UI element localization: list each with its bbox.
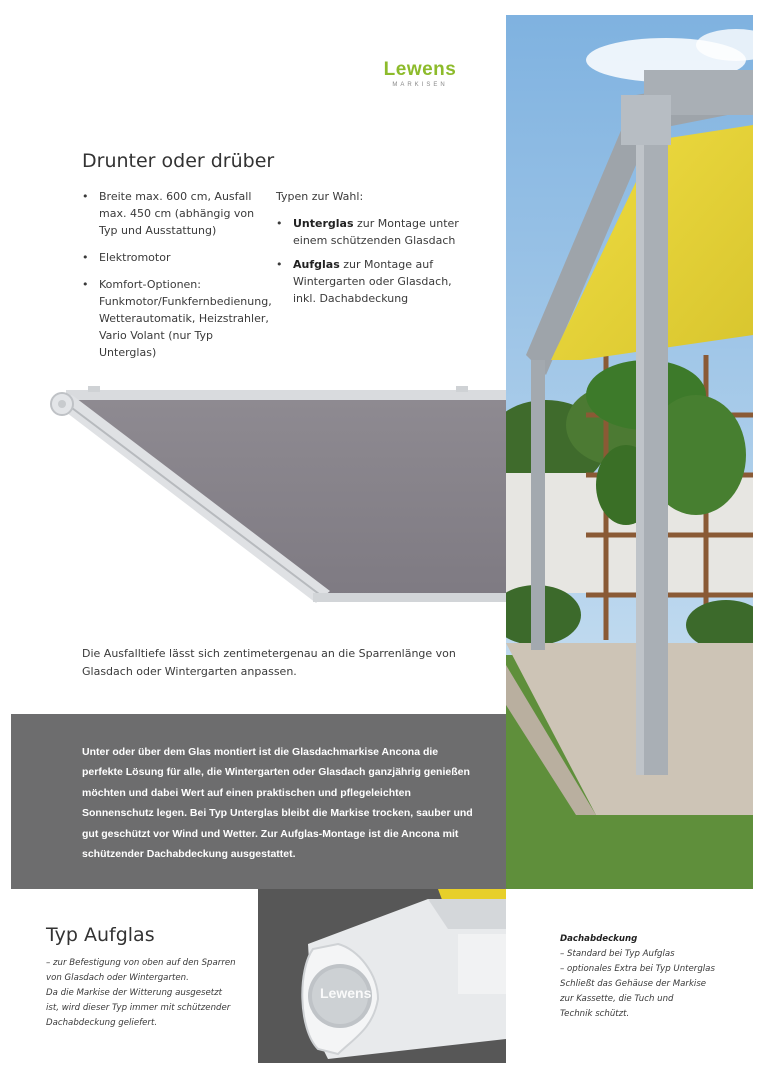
text-line: Schließt das Gehäuse der Markise bbox=[560, 979, 707, 989]
feature-list bbox=[82, 188, 272, 371]
type-name: Aufglas bbox=[293, 258, 340, 271]
text-line: – zur Befestigung von oben auf den Sparren bbox=[46, 958, 236, 968]
note-title: Dachabdeckung bbox=[560, 934, 638, 944]
conservatory-photo-image bbox=[506, 15, 753, 889]
text-line: Technik schützt. bbox=[560, 1009, 630, 1019]
types-heading: Typen zur Wahl: bbox=[276, 190, 364, 203]
cassette-closeup-image bbox=[258, 889, 506, 1063]
text-line: – optionales Extra bei Typ Unterglas bbox=[560, 964, 715, 974]
awning-caption: Die Ausfalltiefe lässt sich zentimetergenau an die Sparrenlänge von Glasdach oder Wintergarten anpassen. bbox=[82, 647, 456, 678]
type-description: zur Montage auf Wintergarten oder Glasdach, inkl. Dachabdeckung bbox=[293, 258, 452, 305]
types-list bbox=[276, 215, 466, 314]
info-band-text: Unter oder über dem Glas montiert ist die Glasdachmarkise Ancona die perfekte Lösung für alle, die Wintergarten oder Glasdach ganzjährig genießen möchten und dabei Wert auf einen praktischen und pflegeleichten Sonnenschutz legen. Bei Typ Unterglas bleibt die Markise trocken, sauber und gut geschützt vor Wind und Wetter. Zur Aufglas-Montage ist die Ancona mit schützender Dachabdeckung ausgestattet. bbox=[82, 746, 473, 861]
type-name: Unterglas bbox=[293, 217, 354, 230]
logo-wordmark: Lewens bbox=[383, 59, 457, 80]
brand-logo bbox=[380, 60, 460, 90]
text-line: zur Kassette, die Tuch und bbox=[560, 994, 674, 1004]
conservatory-photo bbox=[506, 15, 753, 889]
section-title-aufglas: Typ Aufglas bbox=[46, 924, 155, 946]
type-item-aufglas bbox=[276, 256, 466, 307]
feature-item: • Breite max. 600 cm, Ausfall max. 450 cm (abhängig von Typ und Ausstattung) bbox=[82, 188, 272, 239]
dachabdeckung-note bbox=[560, 932, 740, 1022]
text-line: ist, wird dieser Typ immer mit schützender bbox=[46, 1003, 231, 1013]
text-line: von Glasdach oder Wintergarten. bbox=[46, 973, 189, 983]
aufglas-description bbox=[46, 956, 246, 1031]
awning-product-drawing bbox=[48, 385, 506, 610]
text-line: Dachabdeckung geliefert. bbox=[46, 1018, 158, 1028]
feature-item: • Komfort-Optionen: Funkmotor/Funkfernbedienung, Wetterautomatik, Heizstrahler, Vario Volant (nur Typ Unterglas) bbox=[82, 276, 272, 361]
type-description: zur Montage unter einem schützenden Glasdach bbox=[293, 217, 459, 247]
cassette-logo-emboss: Lewens bbox=[320, 985, 372, 1001]
text-line: Da die Markise der Witterung ausgesetzt bbox=[46, 988, 223, 998]
cassette-closeup-drawing bbox=[258, 889, 506, 1063]
page-headline: Drunter oder drüber bbox=[82, 150, 275, 172]
text-line: – Standard bei Typ Aufglas bbox=[560, 949, 675, 959]
feature-item: • Elektromotor bbox=[82, 249, 272, 266]
logo-subtitle: MARKISEN bbox=[392, 82, 448, 88]
type-item-unterglas bbox=[276, 215, 466, 249]
awning-product-image bbox=[48, 385, 506, 610]
